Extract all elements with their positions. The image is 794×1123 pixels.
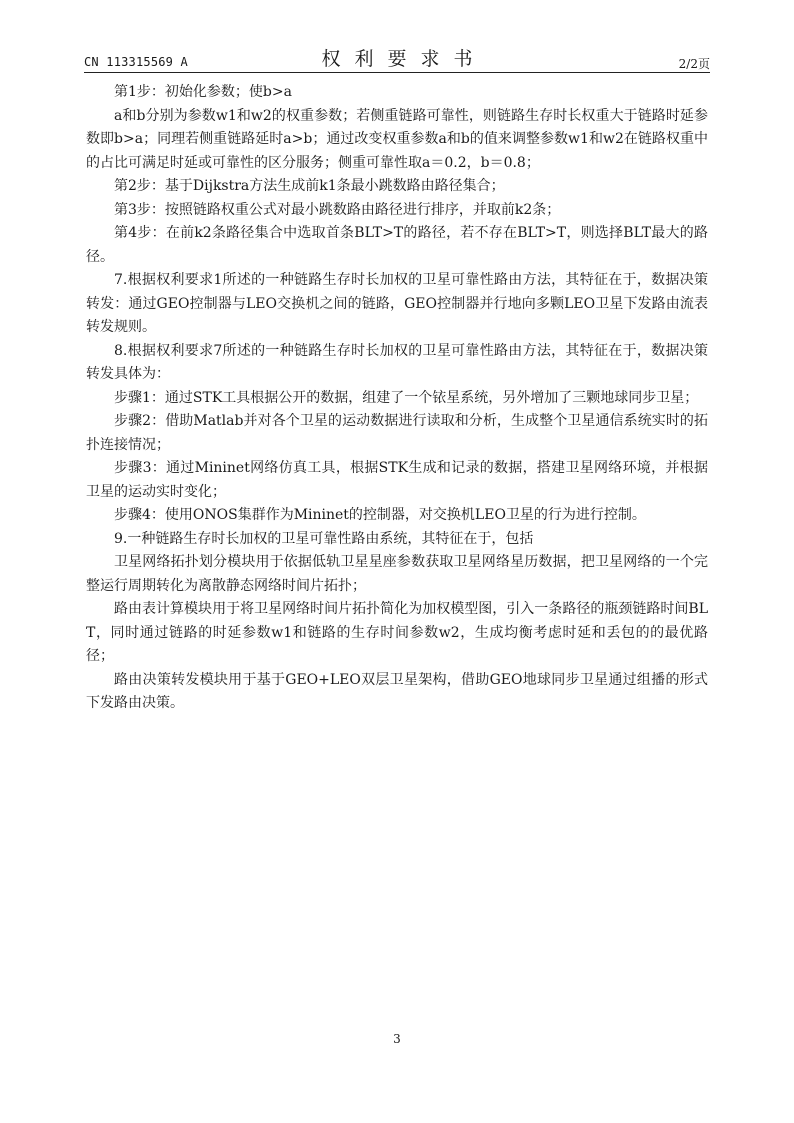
paragraph-step2: 第2步：基于Dijkstra方法生成前k1条最小跳数路由路径集合； — [114, 178, 505, 194]
paragraph-claim8-step4: 步骤4：使用ONOS集群作为Mininet的控制器，对交换机LEO卫星的行为进行控制。 — [114, 507, 646, 523]
paragraph-claim8-step1: 步骤1：通过STK工具根据公开的数据，组建了一个铱星系统，另外增加了三颗地球同步卫星； — [114, 389, 699, 406]
paragraph-step3: 第3步：按照链路权重公式对最小跳数路由路径进行排序，并取前k2条； — [114, 201, 561, 218]
page-header — [84, 40, 710, 72]
paragraph-claim8-step2: 步骤2：借助Matlab并对各个卫星的运动数据进行读取和分析，生成整个卫星通信系统实时的拓扑连接情况； — [86, 413, 708, 453]
paragraph-topology-module: 卫星网络拓扑划分模块用于依据低轨卫星星座参数获取卫星网络星历数据，把卫星网络的一个完整运行周期转化为离散静态网络时间片拓扑； — [86, 554, 708, 594]
paragraph-weights: a和b分别为参数w1和w2的权重参数；若侧重链路可靠性，则链路生存时长权重大于链路时延参数即b>a；同理若侧重链路延时a>b；通过改变权重参数a和b的值来调整参数w1和w2在链路权重中的占比可满足时延或可靠性的区分服务；侧重可靠性取a＝0.2，b＝0.8； — [86, 107, 708, 171]
patent-number: CN 113315569 A — [84, 55, 188, 69]
paragraph-claim9: 9.一种链路生存时长加权的卫星可靠性路由系统，其特征在于，包括 — [114, 530, 534, 547]
paragraph-routing-module: 路由表计算模块用于将卫星网络时间片拓扑简化为加权模型图，引入一条路径的瓶颈链路时间BLT，同时通过链路的时延参数w1和链路的生存时间参数w2，生成均衡考虑时延和丢包的的最优路径； — [86, 601, 708, 664]
document-title: 权利要求书 — [321, 48, 487, 70]
page-number: 3 — [393, 1032, 401, 1046]
paragraph-claim8-step3: 步骤3：通过Mininet网络仿真工具，根据STK生成和记录的数据，搭建卫星网络环境，并根据卫星的运动实时变化； — [86, 460, 708, 500]
paragraph-step1: 第1步：初始化参数；使b>a — [114, 84, 292, 100]
claims-body — [86, 81, 708, 716]
header-rule — [84, 72, 710, 73]
page-indicator: 2/2页 — [678, 57, 710, 71]
paragraph-forwarding-module: 路由决策转发模块用于基于GEO+LEO双层卫星架构，借助GEO地球同步卫星通过组播的形式下发路由决策。 — [86, 671, 708, 711]
paragraph-claim8: 8.根据权利要求7所述的一种链路生存时长加权的卫星可靠性路由方法，其特征在于，数据决策转发具体为： — [86, 342, 708, 382]
paragraph-step4: 第4步：在前k2条路径集合中选取首条BLT>T的路径，若不存在BLT>T，则选择BLT最大的路径。 — [86, 225, 708, 265]
paragraph-claim7: 7.根据权利要求1所述的一种链路生存时长加权的卫星可靠性路由方法，其特征在于，数据决策转发：通过GEO控制器与LEO交换机之间的链路，GEO控制器并行地向多颗LEO卫星下发路由流表转发规则。 — [86, 272, 708, 335]
